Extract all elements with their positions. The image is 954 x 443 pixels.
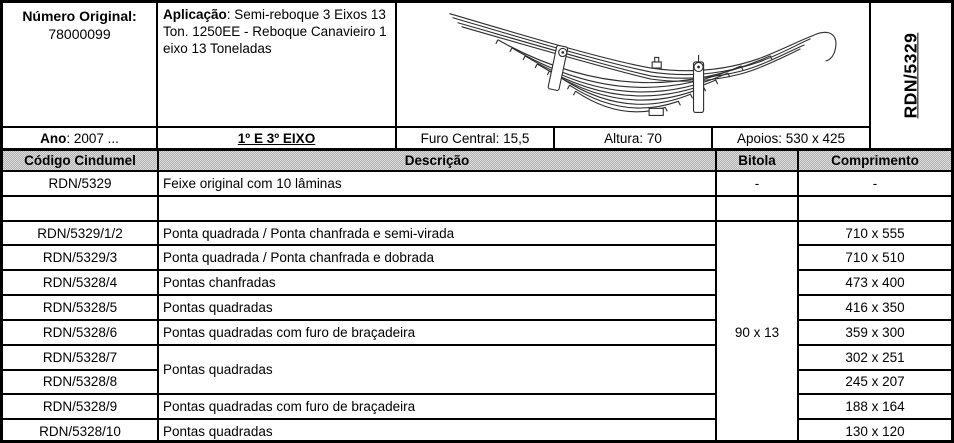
aplicacao-text: : Semi-reboque 3 Eixos 13 Ton. 1250EE - Reboque Canavieiro 1 eixo 13 Toneladas bbox=[163, 7, 387, 56]
codigo-cell: RDN/5329/3 bbox=[3, 245, 158, 270]
column-header-codigo: Código Cindumel bbox=[3, 151, 158, 171]
numero-original-column bbox=[3, 3, 158, 148]
comprimento-cell: 416 x 350 bbox=[798, 295, 951, 320]
column-header-bitola: Bitola bbox=[716, 151, 798, 171]
table-row bbox=[3, 221, 951, 246]
specs-row bbox=[397, 126, 869, 148]
aplicacao-label: Aplicação bbox=[163, 7, 227, 22]
comprimento-cell: 130 x 120 bbox=[798, 419, 951, 443]
table-row bbox=[3, 270, 951, 295]
bitola-cell bbox=[716, 196, 798, 221]
apoios-cell: Apoios: 530 x 425 bbox=[736, 130, 846, 146]
codigo-cell bbox=[3, 196, 158, 221]
descricao-cell: Pontas chanfradas bbox=[158, 270, 716, 295]
table-row bbox=[3, 245, 951, 270]
codigo-cell: RDN/5328/7 bbox=[3, 345, 158, 370]
comprimento-cell: 188 x 164 bbox=[798, 394, 951, 419]
aplicacao-cell bbox=[158, 3, 395, 126]
table-header-row bbox=[3, 151, 951, 171]
comprimento-cell: 245 x 207 bbox=[798, 370, 951, 395]
codigo-cell: RDN/5328/4 bbox=[3, 270, 158, 295]
comprimento-cell: 359 x 300 bbox=[798, 320, 951, 345]
part-code-vertical-label: RDN/5329 bbox=[900, 32, 921, 119]
bitola-cell: - bbox=[716, 171, 798, 196]
numero-original-cell bbox=[3, 3, 156, 126]
descricao-cell: Ponta quadrada / Ponta chanfrada e dobrada bbox=[158, 245, 716, 270]
codigo-cell: RDN/5328/10 bbox=[3, 419, 158, 443]
comprimento-cell bbox=[798, 196, 951, 221]
table-row bbox=[3, 295, 951, 320]
descricao-cell: Pontas quadradas bbox=[158, 419, 716, 443]
descricao-cell: Feixe original com 10 lâminas bbox=[158, 171, 716, 196]
column-header-descricao: Descrição bbox=[158, 151, 716, 171]
table-row bbox=[3, 320, 951, 345]
ano-label: Ano bbox=[40, 130, 67, 146]
comprimento-cell: 473 x 400 bbox=[798, 270, 951, 295]
comprimento-cell: 710 x 555 bbox=[798, 221, 951, 246]
numero-original-value: 78000099 bbox=[48, 26, 111, 42]
codigo-cell: RDN/5328/5 bbox=[3, 295, 158, 320]
descricao-cell bbox=[158, 196, 716, 221]
furo-central-cell: Furo Central: 15,5 bbox=[397, 128, 555, 148]
table-row bbox=[3, 394, 951, 419]
comprimento-cell: - bbox=[798, 171, 951, 196]
info-panel bbox=[3, 3, 951, 151]
descricao-merged-cell: Pontas quadradas bbox=[158, 345, 716, 395]
codigo-cell: RDN/5329 bbox=[3, 171, 158, 196]
table-row bbox=[3, 345, 951, 370]
part-code-cell bbox=[871, 3, 951, 148]
descricao-cell: Ponta quadrada / Ponta chanfrada e semi-virada bbox=[158, 221, 716, 246]
ano-value: : 2007 ... bbox=[66, 130, 119, 146]
descricao-cell: Pontas quadradas bbox=[158, 295, 716, 320]
codigo-cell: RDN/5328/6 bbox=[3, 320, 158, 345]
altura-cell: Altura: 70 bbox=[555, 128, 713, 148]
codigo-cell: RDN/5328/9 bbox=[3, 394, 158, 419]
leaf-spring-diagram bbox=[397, 3, 869, 126]
leaf-spring-drawing bbox=[397, 3, 869, 126]
comprimento-cell: 710 x 510 bbox=[798, 245, 951, 270]
parts-table bbox=[3, 151, 951, 443]
diagram-column bbox=[397, 3, 871, 148]
comprimento-cell: 302 x 251 bbox=[798, 345, 951, 370]
ano-cell bbox=[3, 126, 156, 148]
codigo-cell: RDN/5328/8 bbox=[3, 370, 158, 395]
descricao-cell: Pontas quadradas com furo de braçadeira bbox=[158, 394, 716, 419]
table-row bbox=[3, 419, 951, 443]
eixo-cell: 1º E 3º EIXO bbox=[158, 126, 395, 148]
codigo-cell: RDN/5329/1/2 bbox=[3, 221, 158, 246]
column-header-comprimento: Comprimento bbox=[798, 151, 951, 171]
bitola-merged-cell: 90 x 13 bbox=[716, 221, 798, 443]
numero-original-label: Número Original: bbox=[22, 8, 137, 24]
table-row bbox=[3, 171, 951, 196]
aplicacao-column bbox=[158, 3, 397, 148]
table-row-empty bbox=[3, 196, 951, 221]
descricao-cell: Pontas quadradas com furo de braçadeira bbox=[158, 320, 716, 345]
